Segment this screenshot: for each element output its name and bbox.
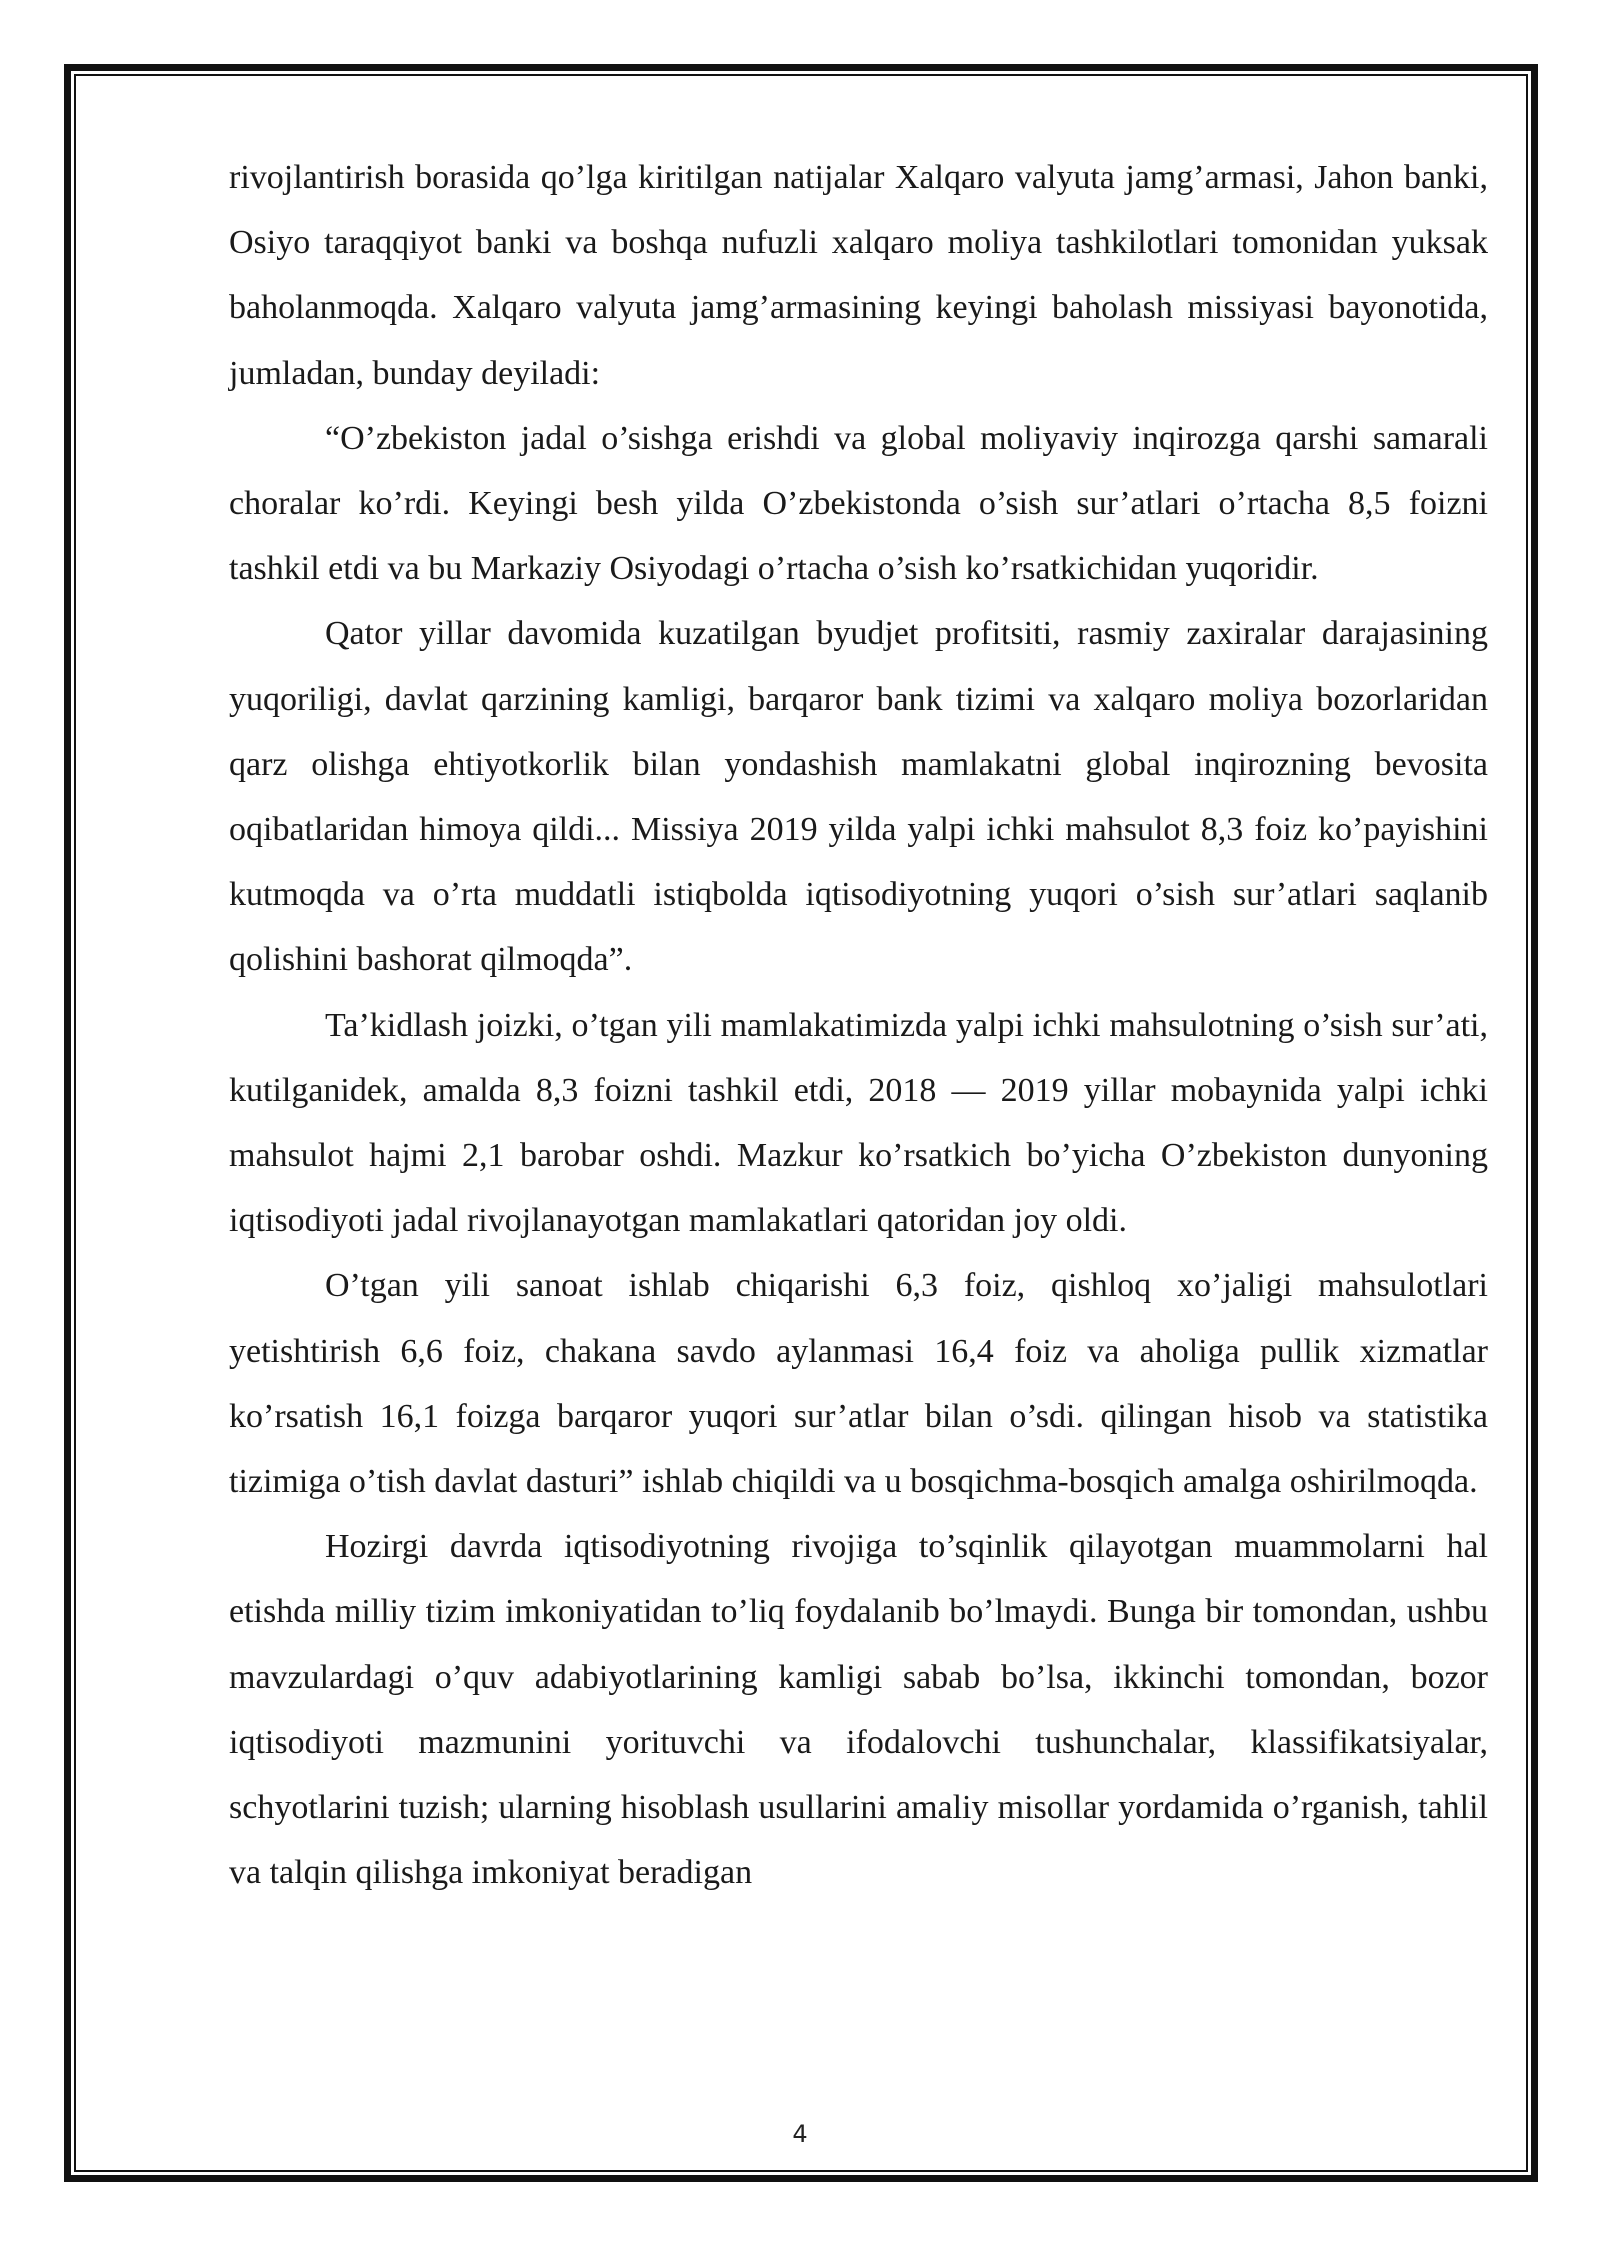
paragraph: Hozirgi davrda iqtisodiyotning rivojiga to’sqinlik qilayotgan muammolarni hal etishda milliy tizim imkoniyatidan to’liq foydalanib bo’lmaydi. Bunga bir tomondan, ushbu mavzulardagi o’quv adabiyotlarining kamligi sabab bo’lsa, ikkinchi tomondan, bozor iqtisodiyoti mazmunini yorituvchi va ifodalovchi tushunchalar, klassifikatsiyalar, schyotlarini tuzish; ularning hisoblash usullarini amaliy misollar yordamida o’rganish, tahlil va talqin qilishga imkoniyat beradigan (229, 1528, 1488, 1892)
paragraph: “O’zbekiston jadal o’sishga erishdi va global moliyaviy inqirozga qarshi samarali choralar ko’rdi. Keyingi besh yilda O’zbekistonda o’sish sur’atlari o’rtacha 8,5 foizni tashkil etdi va bu Markaziy Osiyodagi o’rtacha o’sish ko’rsatkichidan yuqoridir. (229, 419, 1488, 588)
paragraph: rivojlantirish borasida qo’lga kiritilgan natijalar Xalqaro valyuta jamg’armasi, Jahon banki, Osiyo taraqqiyot banki va boshqa nufuzli xalqaro moliya tashkilotlari tomonidan yuksak baholanmoqda. Xalqaro valyuta jamg’armasining keyingi baholash missiyasi bayonotida, jumladan, bunday deyiladi: (229, 159, 1488, 392)
paragraph: Qator yillar davomida kuzatilgan byudjet profitsiti, rasmiy zaxiralar darajasining yuqoriligi, davlat qarzining kamligi, barqaror bank tizimi va xalqaro moliya bozorlaridan qarz olishga ehtiyotkorlik bilan yondashish mamlakatni global inqirozning bevosita oqibatlaridan himoya qildi... Missiya 2019 yilda yalpi ichki mahsulot 8,3 foiz ko’payishini kutmoqda va o’rta muddatli istiqbolda iqtisodiyotning yuqori o’sish sur’atlari saqlanib qolishini bashorat qilmoqda”. (229, 615, 1488, 979)
page-number: 4 (792, 2120, 808, 2148)
paragraph: O’tgan yili sanoat ishlab chiqarishi 6,3 foiz, qishloq xo’jaligi mahsulotlari yetishtirish 6,6 foiz, chakana savdo aylanmasi 16,4 foiz va aholiga pullik xizmatlar ko’rsatish 16,1 foizga barqaror yuqori sur’atlar bilan o’sdi. qilingan hisob va statistika tizimiga o’tish davlat dasturi” ishlab chiqildi va u bosqichma-bosqich amalga oshirilmoqda. (229, 1267, 1488, 1501)
document-body (229, 145, 1488, 1905)
paragraph: Ta’kidlash joizki, o’tgan yili mamlakatimizda yalpi ichki mahsulotning o’sish sur’ati, kutilganidek, amalda 8,3 foizni tashkil etdi, 2018 — 2019 yillar mobaynida yalpi ichki mahsulot hajmi 2,1 barobar oshdi. Mazkur ko’rsatkich bo’yicha O’zbekiston dunyoning iqtisodiyoti jadal rivojlanayotgan mamlakatlari qatoridan joy oldi. (229, 1006, 1488, 1240)
